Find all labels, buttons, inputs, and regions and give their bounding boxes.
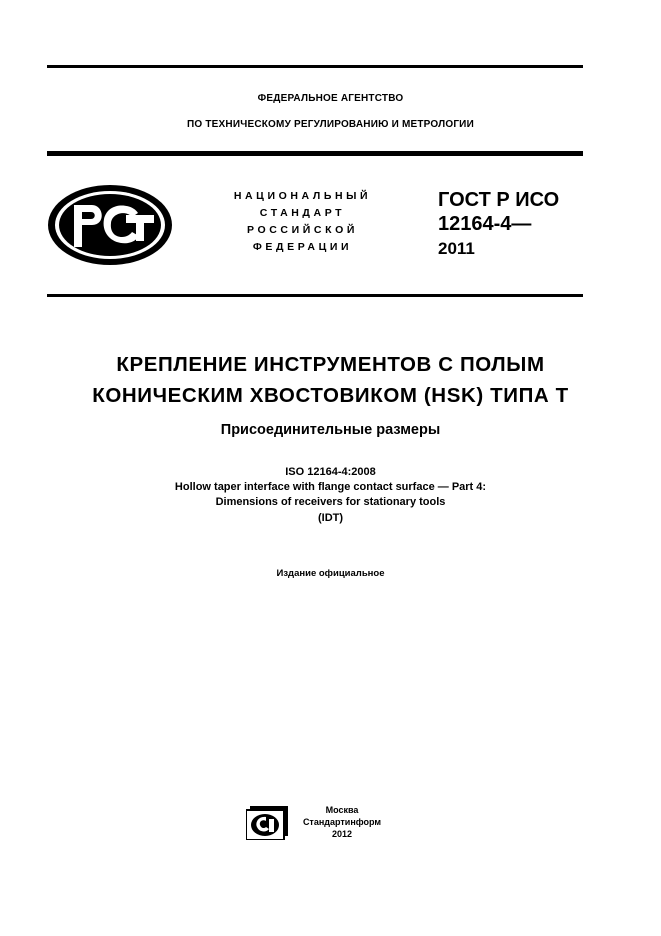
publisher-year: 2012 (331, 829, 353, 839)
subtitle: Присоединительные размеры (220, 422, 441, 438)
rst-logo (46, 183, 174, 267)
standard-type-line-1: НАЦИОНАЛЬНЫЙ (233, 190, 372, 202)
publisher-name: Стандартинформ (302, 817, 382, 827)
iso-number: ISO 12164-4:2008 (285, 466, 376, 478)
agency-line-1: ФЕДЕРАЛЬНОЕ АГЕНТСТВО (257, 93, 404, 104)
edition-label: Издание официальное (276, 568, 385, 579)
designation-line-1: ГОСТ Р ИСО (438, 189, 560, 211)
publisher-city: Москва (325, 805, 359, 815)
header-rule (47, 151, 583, 156)
agency-line-2: ПО ТЕХНИЧЕСКОМУ РЕГУЛИРОВАНИЮ И МЕТРОЛОГИИ (187, 119, 474, 130)
iso-title-line-2: Dimensions of receivers for stationary tools (215, 496, 446, 508)
top-rule (47, 65, 583, 68)
title-line-2: КОНИЧЕСКИМ ХВОСТОВИКОМ (HSK) ТИПА Т (92, 384, 569, 407)
publisher-logo (246, 806, 288, 840)
standard-type-line-2: СТАНДАРТ (259, 207, 346, 219)
standard-type-line-3: РОССИЙСКОЙ (247, 224, 358, 236)
block-rule (47, 294, 583, 297)
designation-line-3: 2011 (438, 239, 475, 258)
iso-title-line-1: Hollow taper interface with flange contact surface — Part 4: (174, 481, 487, 493)
title-line-1: КРЕПЛЕНИЕ ИНСТРУМЕНТОВ С ПОЛЫМ (116, 353, 545, 376)
designation-line-2: 12164-4— (438, 213, 532, 235)
iso-idt: (IDT) (317, 512, 344, 524)
standard-type-line-4: ФЕДЕРАЦИИ (252, 241, 353, 253)
